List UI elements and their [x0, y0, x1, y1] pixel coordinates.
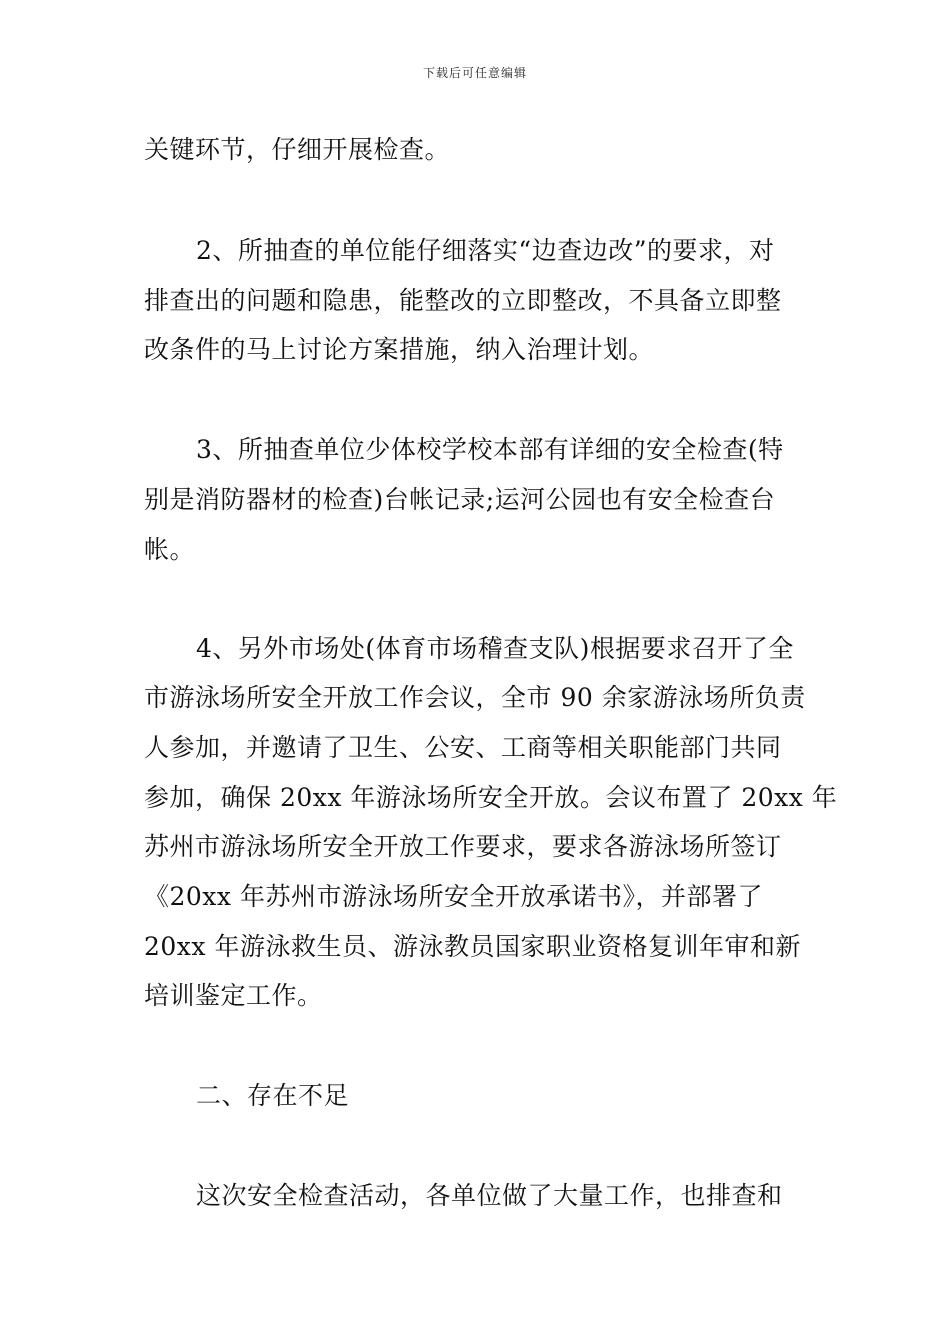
text-line: 参加，确保 20xx 年游泳场所安全开放。会议布置了 20xx 年: [144, 783, 838, 812]
text-line: 这次安全检查活动，各单位做了大量工作，也排查和: [196, 1181, 783, 1210]
text-line: 20xx 年游泳救生员、游泳教员国家职业资格复训年审和新: [144, 932, 801, 961]
text-line: 帐。: [144, 535, 196, 564]
text-line: 培训鉴定工作。: [144, 981, 323, 1010]
section-heading: 二、存在不足: [196, 1081, 350, 1110]
page-header: 下载后可任意编辑: [422, 66, 527, 80]
text-line: 3、所抽查单位少体校学校本部有详细的安全检查(特: [196, 435, 784, 464]
text-line: 苏州市游泳场所安全开放工作要求，要求各游泳场所签订: [144, 832, 782, 861]
text-line: 人参加，并邀请了卫生、公安、工商等相关职能部门共同: [144, 733, 782, 762]
text-line: 改条件的马上讨论方案措施，纳入治理计划。: [144, 335, 655, 364]
text-line: 关键环节，仔细开展检查。: [144, 135, 451, 164]
text-line: 别是消防器材的检查)台帐记录;运河公园也有安全检查台: [144, 485, 776, 514]
text-line: 《20xx 年苏州市游泳场所安全开放承诺书》，并部署了: [144, 882, 763, 911]
text-line: 市游泳场所安全开放工作会议，全市 90 余家游泳场所负责: [144, 683, 806, 712]
text-line: 4、另外市场处(体育市场稽查支队)根据要求召开了全: [196, 634, 794, 663]
text-line: 排查出的问题和隐患，能整改的立即整改，不具备立即整: [144, 286, 782, 315]
text-line: 2、所抽查的单位能仔细落实“边查边改”的要求，对: [196, 236, 775, 265]
